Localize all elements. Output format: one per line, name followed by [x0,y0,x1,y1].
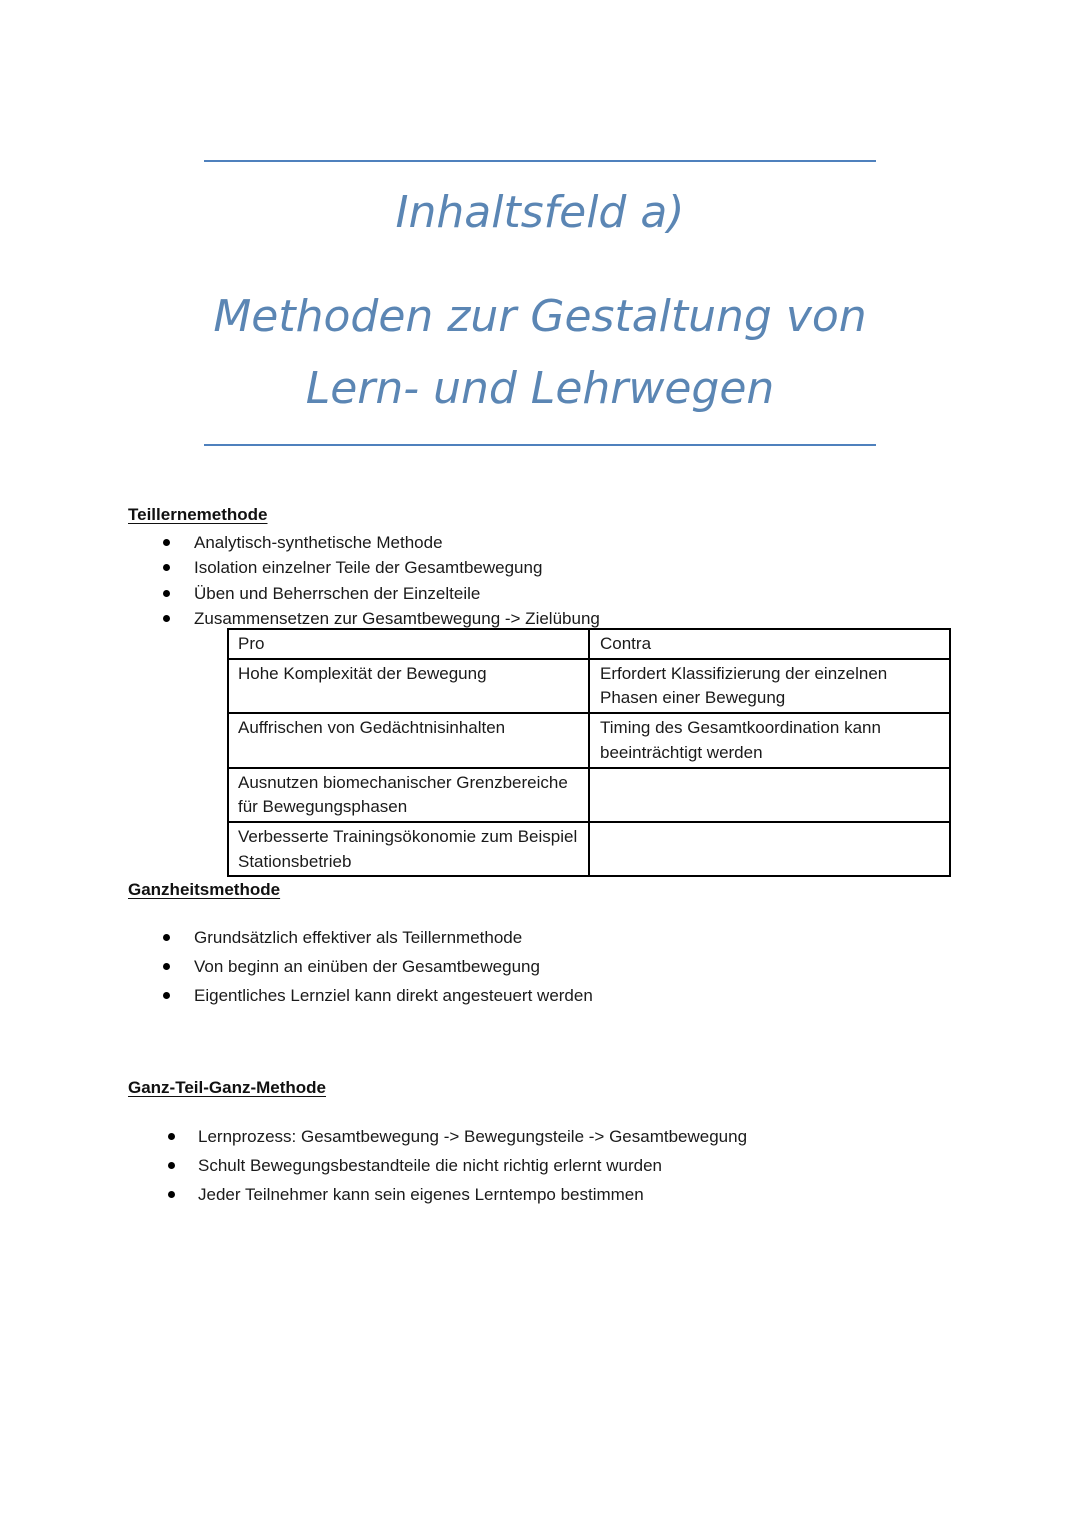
list-item: Eigentliches Lernziel kann direkt angesteuert werden [194,983,593,1012]
list-item: Üben und Beherrschen der Einzelteile [194,581,600,606]
ganz-teil-ganz-bullet-list [198,1124,747,1211]
header-contra: Contra [589,629,950,659]
ganzheitsmethode-bullet-list [194,925,593,1012]
header-pro: Pro [228,629,589,659]
bullet-icon [163,564,170,571]
list-item: Jeder Teilnehmer kann sein eigenes Lerntempo bestimmen [198,1182,747,1211]
section-heading-teillernemethode: Teillernemethode [128,505,268,524]
bullet-icon [163,963,170,970]
table-cell-contra [589,822,950,876]
table-row [228,822,950,876]
list-item: Von beginn an einüben der Gesamtbewegung [194,954,593,983]
title-top-rule [204,160,876,162]
bullet-icon [163,590,170,597]
list-item: Zusammensetzen zur Gesamtbewegung -> Zielübung [194,606,600,631]
section-heading-ganz-teil-ganz-methode: Ganz-Teil-Ganz-Methode [128,1078,327,1097]
title-line-2: Methoden zur Gestaltung von [213,291,867,342]
bullet-icon [163,992,170,999]
bullet-icon [163,615,170,622]
table-row [228,659,950,713]
bullet-icon [168,1133,175,1140]
title-bottom-rule [204,444,876,446]
table-cell-pro: Ausnutzen biomechanischer Grenzbereiche für Bewegungsphasen [228,768,589,822]
table-cell-pro: Hohe Komplexität der Bewegung [228,659,589,713]
table-cell-pro: Auffrischen von Gedächtnisinhalten [228,713,589,767]
table-cell-pro: Verbesserte Trainingsökonomie zum Beispiel Stationsbetrieb [228,822,589,876]
bullet-icon [163,539,170,546]
bullet-icon [168,1191,175,1198]
list-item: Schult Bewegungsbestandteile die nicht richtig erlernt wurden [198,1153,747,1182]
pro-contra-table [227,628,951,877]
bullet-icon [168,1162,175,1169]
list-item: Isolation einzelner Teile der Gesamtbewegung [194,555,600,580]
bullet-icon [163,934,170,941]
title-line-1: Inhaltsfeld a) [395,187,685,238]
list-item: Grundsätzlich effektiver als Teillernmethode [194,925,593,954]
table-header-row [228,629,950,659]
table-row [228,713,950,767]
teillernemethode-bullet-list [194,530,600,631]
list-item: Lernprozess: Gesamtbewegung -> Bewegungsteile -> Gesamtbewegung [198,1124,747,1153]
title-line-3: Lern- und Lehrwegen [305,363,775,414]
list-item: Analytisch-synthetische Methode [194,530,600,555]
table-cell-contra: Erfordert Klassifizierung der einzelnen Phasen einer Bewegung [589,659,950,713]
table-row [228,768,950,822]
table-cell-contra [589,768,950,822]
section-heading-ganzheitsmethode: Ganzheitsmethode [128,880,281,899]
table-cell-contra: Timing des Gesamtkoordination kann beeinträchtigt werden [589,713,950,767]
